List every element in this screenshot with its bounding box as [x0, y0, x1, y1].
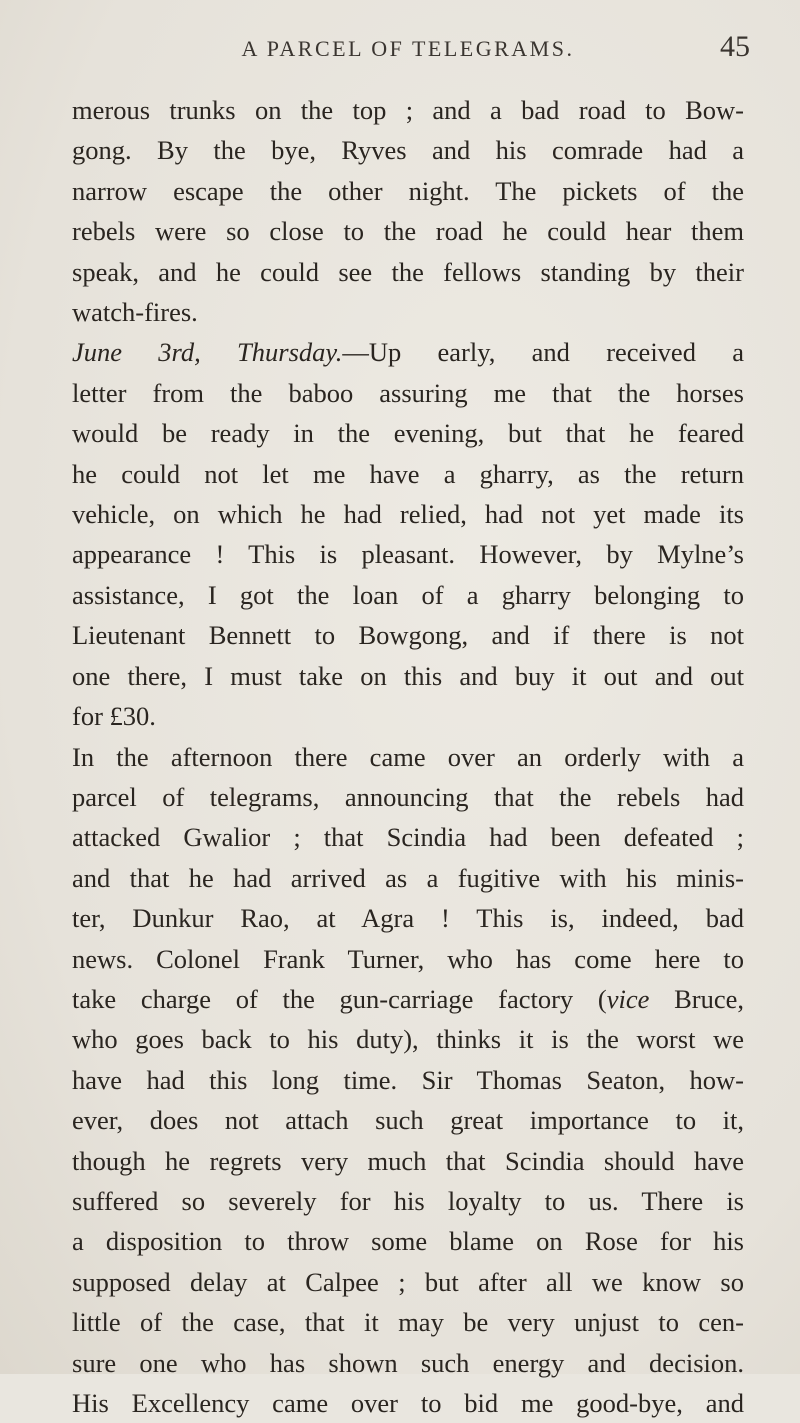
text-line: attacked Gwalior ; that Scindia had been defeated ;	[72, 817, 744, 857]
running-head	[72, 0, 744, 90]
text-line: Lieutenant Bennett to Bowgong, and if there is not	[72, 615, 744, 655]
text-line: gong. By the bye, Ryves and his comrade had a	[72, 130, 744, 170]
page-number: 45	[720, 30, 750, 64]
text-line: merous trunks on the top ; and a bad road to Bow-	[72, 90, 744, 130]
text-line: who goes back to his duty), thinks it is the worst we	[72, 1019, 744, 1059]
text-run: Bruce,	[649, 984, 744, 1014]
text-line: speak, and he could see the fellows standing by their	[72, 252, 744, 292]
text-line	[72, 332, 744, 372]
text-run: take charge of the gun-carriage factory (	[72, 984, 607, 1014]
text-line: His Excellency came over to bid me good-bye, and	[72, 1383, 744, 1423]
text-line: In the afternoon there came over an orderly with a	[72, 737, 744, 777]
text-line: parcel of telegrams, announcing that the rebels had	[72, 777, 744, 817]
text-line: little of the case, that it may be very unjust to cen-	[72, 1302, 744, 1342]
text-line: sure one who has shown such energy and decision.	[72, 1343, 744, 1383]
text-line: one there, I must take on this and buy it out and out	[72, 656, 744, 696]
text-line: have had this long time. Sir Thomas Seaton, how-	[72, 1060, 744, 1100]
text-line: letter from the baboo assuring me that the horses	[72, 373, 744, 413]
text-line: and that he had arrived as a fugitive with his minis-	[72, 858, 744, 898]
paragraph-3	[72, 737, 744, 1423]
text-line: assistance, I got the loan of a gharry belonging to	[72, 575, 744, 615]
text-line: watch-fires.	[72, 292, 744, 332]
text-run: —Up early, and received a	[342, 337, 744, 367]
paragraph-1	[72, 90, 744, 332]
text-line: appearance ! This is pleasant. However, by Mylne’s	[72, 534, 744, 574]
text-line: rebels were so close to the road he could hear them	[72, 211, 744, 251]
paragraph-2	[72, 332, 744, 736]
text-line: vehicle, on which he had relied, had not yet made its	[72, 494, 744, 534]
text-line: he could not let me have a gharry, as the return	[72, 454, 744, 494]
text-line: narrow escape the other night. The pickets of the	[72, 171, 744, 211]
text-line: suffered so severely for his loyalty to us. There is	[72, 1181, 744, 1221]
text-line: a disposition to throw some blame on Rose for his	[72, 1221, 744, 1261]
date-heading: June 3rd, Thursday.	[72, 337, 342, 367]
text-line	[72, 979, 744, 1019]
text-line: ever, does not attach such great importance to it,	[72, 1100, 744, 1140]
text-line: though he regrets very much that Scindia should have	[72, 1141, 744, 1181]
text-line: would be ready in the evening, but that he feared	[72, 413, 744, 453]
body-text	[72, 90, 744, 1423]
text-line: ter, Dunkur Rao, at Agra ! This is, indeed, bad	[72, 898, 744, 938]
italic-word: vice	[607, 984, 650, 1014]
running-title: A PARCEL OF TELEGRAMS.	[72, 36, 744, 62]
text-line: for £30.	[72, 696, 744, 736]
text-line: news. Colonel Frank Turner, who has come here to	[72, 939, 744, 979]
text-line: supposed delay at Calpee ; but after all we know so	[72, 1262, 744, 1302]
